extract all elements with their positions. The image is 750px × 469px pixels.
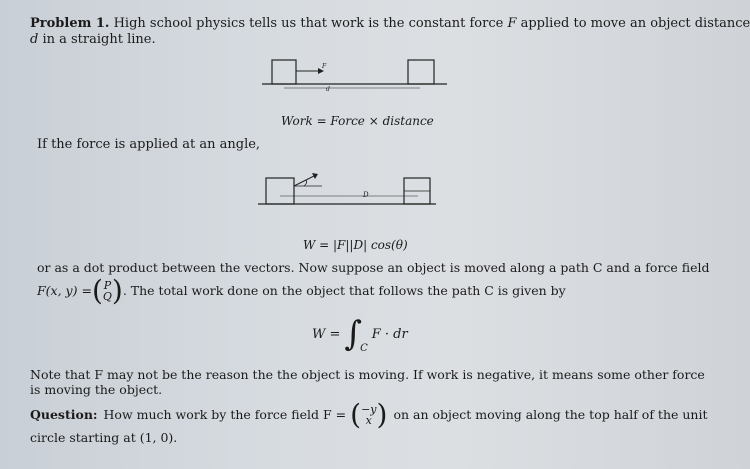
problem-text-c: in a straight line. [42, 32, 156, 47]
fig1-distance-label: d [326, 86, 330, 93]
fig2-distance-label: D [363, 191, 369, 199]
integral-lhs: W = [312, 326, 341, 342]
left-paren: ( [91, 274, 103, 307]
question-line-2: circle starting at (1, 0). [30, 430, 178, 445]
question-text-a: How much work by the force field F = [103, 407, 347, 422]
integrand: F · dr [371, 326, 408, 342]
angled-arrow [294, 176, 314, 186]
work-formula: Work = Force × distance [281, 114, 434, 128]
vector-neg-y: −y [361, 402, 377, 416]
q-left-paren: ( [350, 398, 362, 431]
vector-x: x [365, 413, 372, 427]
field-definition: F(x, y) = [37, 283, 92, 298]
problem-line-2 [30, 32, 156, 47]
start-box [272, 60, 296, 84]
question-vector [361, 404, 376, 426]
note-line-1: Note that F may not be the reason the the object is moving. If work is negative, it means some other force [30, 367, 705, 382]
dot-product-line-1: or as a dot product between the vectors. Now suppose an object is moved along a path C and a force field [37, 260, 710, 275]
problem-text-a: High school physics tells us that work is the constant force [113, 16, 504, 31]
force-symbol: F [507, 16, 517, 31]
question-label: Question: [30, 407, 98, 422]
vector-q: Q [102, 289, 112, 303]
question-text-b: on an object moving along the top half of the unit [393, 407, 708, 422]
integral-sign: ∫ [344, 314, 363, 354]
problem-text-b: applied to move an object distance [520, 16, 750, 31]
distance-symbol: d [30, 32, 39, 47]
dot-formula: W = |F||D| cos(θ) [303, 238, 408, 252]
q-right-paren: ) [376, 398, 388, 431]
work-integral [312, 314, 408, 354]
integral-subscript: C [360, 342, 368, 354]
angle-text: If the force is applied at an angle, [37, 137, 261, 152]
problem-label: Problem 1. [30, 16, 110, 31]
note-line-2: is moving the object. [30, 382, 163, 397]
figure-straight-force [262, 55, 452, 100]
field-vector [103, 280, 112, 302]
path-text: . The total work done on the object that follows the path C is given by [122, 283, 566, 298]
start-box-2 [266, 178, 294, 204]
fig1-force-label: F [322, 63, 327, 70]
vector-p: P [103, 278, 112, 292]
problem-line-1 [30, 16, 750, 31]
dot-product-line-2 [37, 274, 566, 307]
right-paren: ) [111, 274, 123, 307]
question-line-1 [30, 398, 708, 431]
figure-angled-force [258, 172, 438, 212]
end-box [408, 60, 434, 84]
